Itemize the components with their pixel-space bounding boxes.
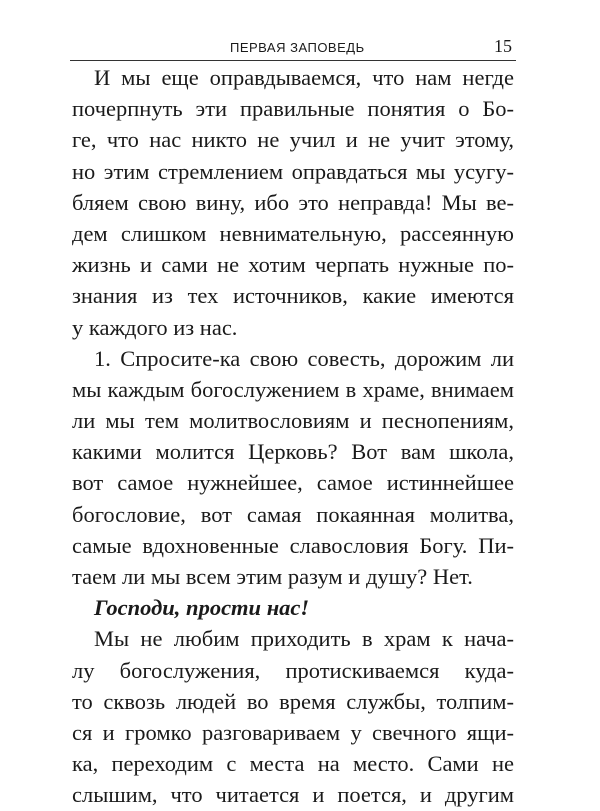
text-line: бляем свою вину, ибо это неправда! Мы ве- bbox=[72, 189, 514, 215]
text-line: мы каждым богослужением в храме, внимаем bbox=[72, 376, 514, 402]
page-number: 15 bbox=[494, 36, 512, 56]
text-line: таем ли мы всем этим разум и душу? Нет. bbox=[72, 564, 473, 589]
text-line: слышим, что читается и поется, и другим bbox=[72, 782, 514, 808]
text-line: вот самое нужнейшее, самое истиннейшее bbox=[72, 470, 514, 496]
text-line: И мы еще оправдываемся, что нам негде bbox=[94, 65, 514, 90]
body-text bbox=[72, 62, 514, 811]
chapter-title: ПЕРВАЯ ЗАПОВЕДЬ bbox=[230, 40, 365, 55]
text-line: но этим стремлением оправдаться мы усугу- bbox=[72, 158, 514, 184]
text-line: жизнь и сами не хотим черпать нужные по- bbox=[72, 252, 514, 278]
text-line: то сквозь людей во время службы, толпим- bbox=[72, 688, 514, 714]
text-line: ся и громко разговариваем у свечного ящи- bbox=[72, 719, 514, 745]
text-line: дем слишком невнимательную, рассеянную bbox=[72, 220, 514, 246]
text-line: знания из тех источников, какие имеются bbox=[72, 283, 514, 309]
text-line: ли мы тем молитвословиям и песнопениям, bbox=[72, 408, 514, 434]
text-line: какими молится Церковь? Вот вам школа, bbox=[72, 439, 514, 465]
running-header bbox=[70, 30, 516, 61]
text-line: 1. Спросите-ка свою совесть, дорожим ли bbox=[94, 345, 514, 371]
text-line: у каждого из нас. bbox=[72, 314, 238, 340]
text-line: ка, переходим с места на место. Сами не bbox=[72, 751, 514, 777]
text-line: Мы не любим приходить в храм к нача- bbox=[94, 626, 514, 652]
italic-exclamation: Господи, прости нас! bbox=[94, 595, 310, 621]
text-line: почерпнуть эти правильные понятия о Бо- bbox=[72, 96, 514, 122]
text-line: самые вдохновенные славословия Богу. Пи- bbox=[72, 532, 514, 558]
text-line: богословие, вот самая покаянная молитва, bbox=[72, 501, 514, 527]
text-line: лу богослужения, протискиваемся куда- bbox=[72, 657, 514, 683]
text-line: ге, что нас никто не учил и не учит этому, bbox=[72, 127, 514, 153]
